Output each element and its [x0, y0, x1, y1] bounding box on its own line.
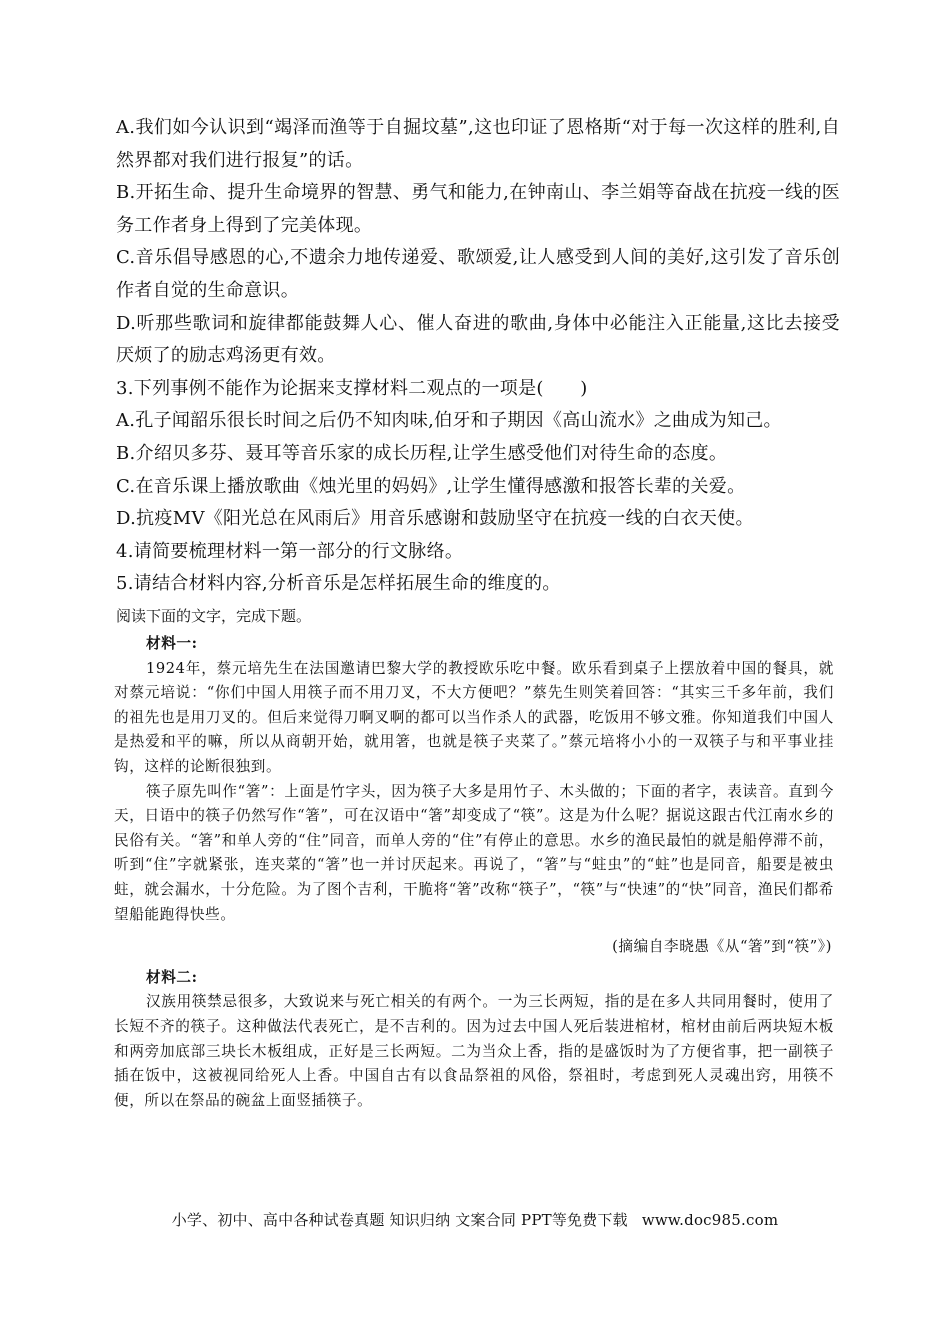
q2-option-b: B.开拓生命、提升生命境界的智慧、勇气和能力,在钟南山、李兰娟等奋战在抗疫一线的医务工作者身上得到了完美体现。: [116, 182, 840, 236]
q2-option-c: C.音乐倡导感恩的心,不遗余力地传递爱、歌颂爱,让人感受到人间的美好,这引发了音乐创作者自觉的生命意识。: [116, 247, 840, 301]
q3-option-b: B.介绍贝多芬、聂耳等音乐家的成长历程,让学生感受他们对待生命的态度。: [116, 442, 728, 464]
footer-text: 小学、初中、高中各种试卷真题 知识归纳 文案合同 PPT等免费下载: [171, 1211, 628, 1229]
q4-stem: 4.请简要梳理材料一第一部分的行文脉络。: [116, 540, 464, 562]
q5-stem: 5.请结合材料内容,分析音乐是怎样拓展生命的维度的。: [116, 573, 561, 595]
q3-option-a: A.孔子闻韶乐很长时间之后仍不知肉味,伯牙和子期因《高山流水》之曲成为知己。: [116, 410, 782, 432]
footer-url[interactable]: www.doc985.com: [641, 1211, 779, 1229]
q3-option-d: D.抗疫MV《阳光总在风雨后》用音乐感谢和鼓励坚守在抗疫一线的白衣天使。: [116, 508, 754, 530]
material1-source: (摘编自李晓愚《从“箸”到“筷”》): [612, 938, 832, 956]
q2-option-a: A.我们如今认识到“竭泽而渔等于自掘坟墓”,这也印证了恩格斯“对于每一次这样的胜利,自然界都对我们进行报复”的话。: [116, 117, 840, 171]
q3-option-c: C.在音乐课上播放歌曲《烛光里的妈妈》,让学生懂得感激和报答长辈的关爱。: [116, 475, 746, 497]
reading-instruction: 阅读下面的文字，完成下题。: [116, 607, 312, 625]
page-footer: [0, 1208, 950, 1232]
material1-paragraph: 1924年，蔡元培先生在法国邀请巴黎大学的教授欧乐吃中餐。欧乐看到桌子上摆放着中国的餐具，就对蔡元培说：“你们中国人用筷子而不用刀叉，不大方便吧？”蔡先生则笑着回答：“其实三千多年前，我们的祖先也是用刀叉的。但后来觉得刀啊叉啊的都可以当作杀人的武器，吃饭用不够文雅。你知道我们中国人是热爱和平的嘛，所以从商朝开始，就用箸，也就是筷子夹菜了。”蔡元培将小小的一双筷子与和平事业挂钩，这样的论断很独到。: [114, 659, 834, 775]
material1-heading: 材料一:: [146, 635, 198, 652]
material1-paragraph: 筷子原先叫作“箸”：上面是竹字头，因为筷子大多是用竹子、木头做的；下面的者字，表读音。直到今天，日语中的筷子仍然写作“箸”，可在汉语中“箸”却变成了“筷”。这是为什么呢？据说这跟古代江南水乡的民俗有关。“箸”和单人旁的“住”同音，而单人旁的“住”有停止的意思。水乡的渔民最怕的就是船停滞不前，听到“住”字就紧张，连夹菜的“箸”也一并讨厌起来。再说了，“箸”与“蛀虫”的“蛀”也是同音，船要是被虫蛀，就会漏水，十分危险。为了图个吉利，干脆将“箸”改称“筷子”，“筷”与“快速”的“快”同音，渔民们都希望船能跑得快些。: [114, 782, 834, 923]
q3-stem: 3.下列事例不能作为论据来支撑材料二观点的一项是( ): [116, 377, 588, 399]
question-block: [116, 112, 840, 601]
q2-option-d: D.听那些歌词和旋律都能鼓舞人心、催人奋进的歌曲,身体中必能注入正能量,这比去接受厌烦了的励志鸡汤更有效。: [116, 312, 840, 367]
reading-passage: [114, 632, 834, 1113]
material2-heading: 材料二:: [146, 968, 198, 986]
material2-paragraph: 汉族用筷禁忌很多，大致说来与死亡相关的有两个。一为三长两短，指的是在多人共同用餐时，使用了长短不齐的筷子。这种做法代表死亡，是不吉利的。因为过去中国人死后装进棺材，棺材由前后两块短木板和两旁加底部三块长木板组成，正好是三长两短。二为当众上香，指的是盛饭时为了方便省事，把一副筷子插在饭中，这被视同给死人上香。中国自古有以食品祭祖的风俗，祭祖时，考虑到死人灵魂出窍，用筷不便，所以在祭品的碗盆上面竖插筷子。: [114, 993, 834, 1109]
